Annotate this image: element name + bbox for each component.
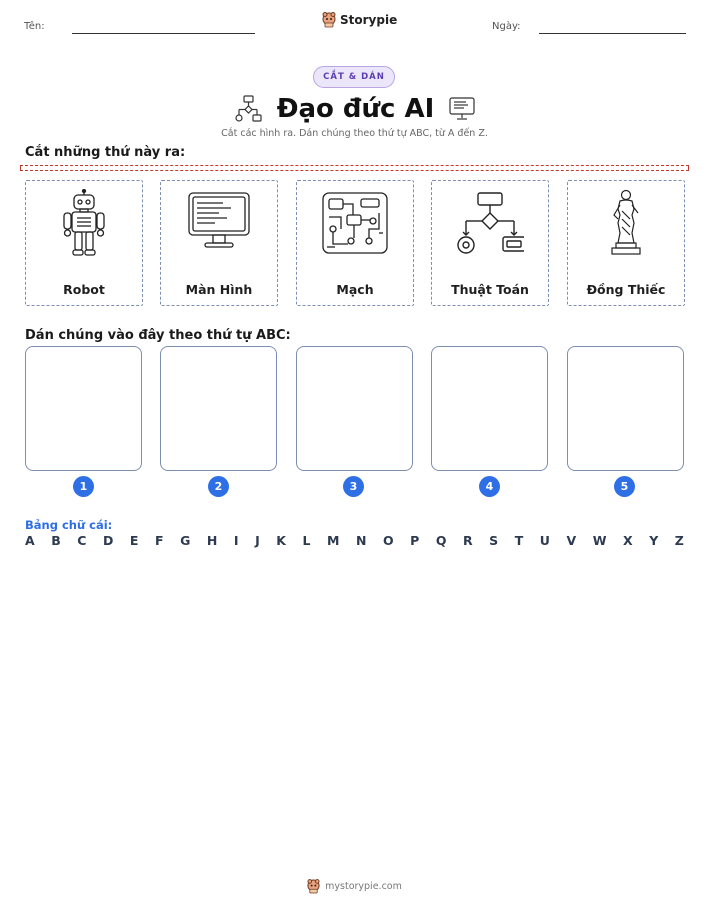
letter: B (51, 533, 61, 548)
cut-card-algorithm[interactable] (431, 180, 549, 306)
letter: Y (649, 533, 659, 548)
cut-line (20, 165, 689, 171)
letter: P (410, 533, 420, 548)
statue-icon (592, 189, 660, 259)
paste-box-5[interactable] (567, 346, 684, 471)
cut-card-bronze[interactable] (567, 180, 685, 306)
paste-box-1[interactable] (25, 346, 142, 471)
footer (0, 879, 709, 894)
letter: N (355, 533, 367, 548)
cut-card-label: Màn Hình (185, 282, 253, 297)
letter: A (25, 533, 35, 548)
paste-box-3[interactable] (296, 346, 413, 471)
letter: H (206, 533, 218, 548)
letter: L (302, 533, 311, 548)
number-badge-2: 2 (208, 476, 229, 497)
cut-card-label: Đồng Thiếc (586, 282, 666, 297)
letter: C (77, 533, 87, 548)
letter: I (233, 533, 239, 548)
brand-logo (322, 12, 397, 28)
name-label: Tên: (24, 21, 45, 32)
letter: T (514, 533, 524, 548)
letter: V (566, 533, 577, 548)
cut-card-circuit[interactable] (296, 180, 414, 306)
storypie-mascot-icon (322, 12, 336, 28)
date-label: Ngày: (492, 21, 521, 32)
circuit-icon (321, 189, 389, 259)
flowchart-icon (456, 189, 524, 259)
monitor-icon (185, 189, 253, 259)
footer-url[interactable]: mystorypie.com (325, 881, 402, 892)
monitor-small-icon (448, 96, 476, 122)
number-badge-1: 1 (73, 476, 94, 497)
alphabet-title: Bảng chữ cái: (25, 518, 113, 532)
cut-card-label: Robot (63, 282, 105, 297)
date-line[interactable] (539, 33, 686, 34)
letter: Z (674, 533, 684, 548)
letter: S (489, 533, 499, 548)
cut-card-robot[interactable] (25, 180, 143, 306)
letter: R (463, 533, 473, 548)
letter: X (623, 533, 633, 548)
number-badge-3: 3 (343, 476, 364, 497)
storypie-mascot-icon (307, 879, 320, 894)
flowchart-small-icon (233, 94, 263, 124)
instructions: Cắt các hình ra. Dán chúng theo thứ tự ABC, từ A đến Z. (221, 128, 488, 139)
number-badge-4: 4 (479, 476, 500, 497)
letter: O (382, 533, 394, 548)
cut-card-monitor[interactable] (160, 180, 278, 306)
robot-icon (50, 189, 118, 259)
letter: W (592, 533, 607, 548)
title-row (0, 90, 709, 128)
cut-section-heading: Cắt những thứ này ra: (25, 145, 186, 160)
name-line[interactable] (72, 33, 255, 34)
letter: K (276, 533, 286, 548)
letter: J (255, 533, 260, 548)
cut-card-label: Mạch (336, 282, 374, 297)
letter: E (129, 533, 139, 548)
letter: U (539, 533, 550, 548)
paste-box-4[interactable] (431, 346, 548, 471)
paste-section-heading: Dán chúng vào đây theo thứ tự ABC: (25, 328, 291, 343)
activity-badge: CẮT & DÁN (313, 66, 395, 88)
alphabet-row (25, 533, 684, 548)
cut-card-label: Thuật Toán (451, 282, 529, 297)
letter: M (326, 533, 340, 548)
paste-box-2[interactable] (160, 346, 277, 471)
letter: Q (435, 533, 447, 548)
page-title: Đạo đức AI (276, 94, 435, 124)
letter: D (103, 533, 114, 548)
brand-name: Storypie (340, 13, 398, 27)
letter: G (180, 533, 191, 548)
letter: F (155, 533, 164, 548)
number-badge-5: 5 (614, 476, 635, 497)
